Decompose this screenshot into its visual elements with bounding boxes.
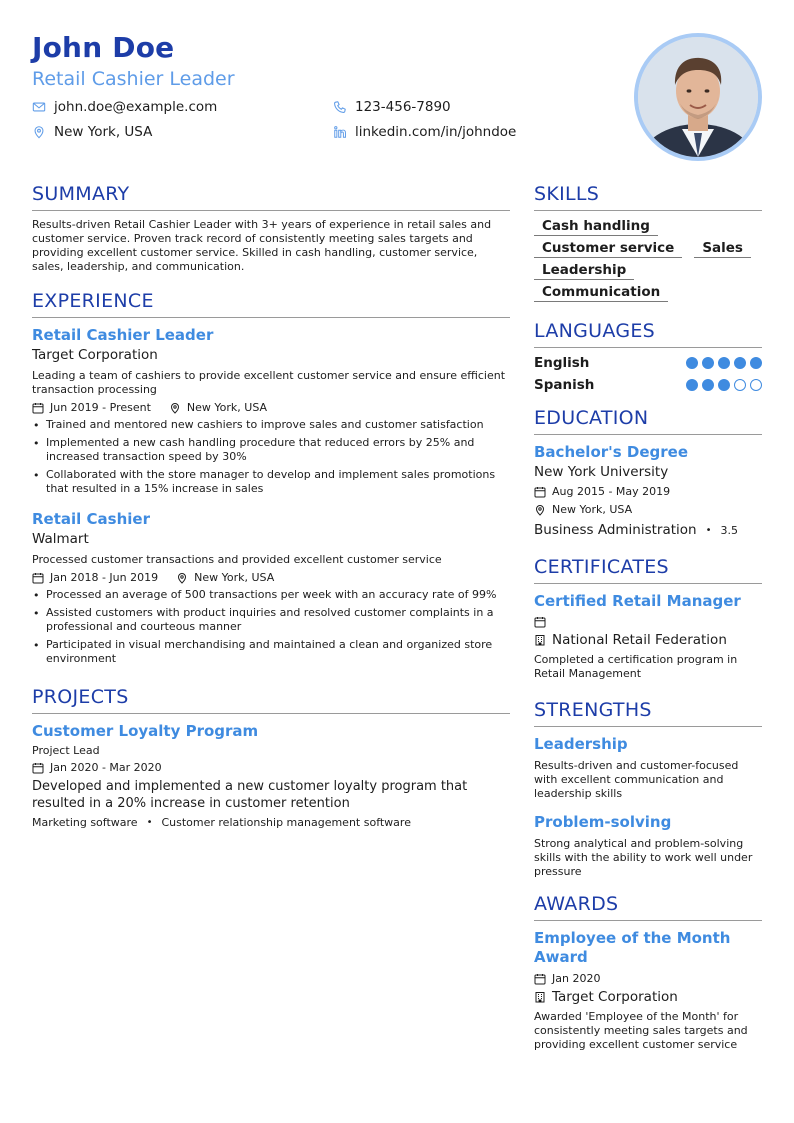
job-dates: Jun 2019 - Present: [50, 401, 151, 414]
email-icon: [32, 100, 46, 114]
phone-text: 123-456-7890: [355, 99, 451, 115]
language-level: [686, 357, 762, 369]
skills-section: [534, 183, 762, 302]
job-bullet: • Collaborated with the store manager to develop and implement sales promotions that resulted in a 15% increase in sales: [32, 468, 510, 496]
skills-heading: SKILLS: [534, 183, 762, 211]
skill-tag: Cash handling: [534, 218, 658, 236]
certificate-issuer: National Retail Federation: [552, 632, 727, 648]
languages-heading: LANGUAGES: [534, 320, 762, 348]
certificate-date-row: [534, 616, 762, 628]
job-description: Leading a team of cashiers to provide excellent customer service and ensure efficient transaction processing: [32, 369, 506, 396]
project-dates: Jan 2020 - Mar 2020: [50, 761, 162, 774]
job-title: Retail Cashier Leader: [32, 326, 214, 344]
job-entry: [32, 510, 510, 666]
candidate-role: Retail Cashier Leader: [32, 68, 235, 90]
job-bullet: • Participated in visual merchandising and maintained a clean and organized store environment: [32, 638, 510, 666]
calendar-icon: [534, 486, 546, 498]
education-gpa: 3.5: [720, 523, 739, 537]
level-dot-filled: [702, 379, 714, 391]
email-text: john.doe@example.com: [54, 99, 218, 115]
location-pin-icon: [176, 572, 188, 584]
education-location: New York, USA: [552, 503, 633, 516]
level-dot-filled: [750, 357, 762, 369]
level-dot-filled: [734, 357, 746, 369]
calendar-icon: [534, 973, 546, 985]
location-pin-icon: [32, 125, 46, 139]
education-section: [534, 407, 762, 538]
projects-heading: PROJECTS: [32, 686, 510, 714]
candidate-name: John Doe: [32, 31, 175, 64]
summary-text: Results-driven Retail Cashier Leader with 3+ years of experience in retail sales and customer service. Proven track record of consistently meeting sales targets and providing excellent customer service. Skilled in cash handling, customer service, sales, leadership, and communication.: [32, 218, 492, 273]
skill-tag: Leadership: [534, 262, 634, 280]
level-dot-filled: [702, 357, 714, 369]
languages-section: [534, 320, 762, 393]
education-dates-row: [534, 485, 762, 498]
job-bullet: • Implemented a new cash handling procedure that reduced errors by 25% and increased transaction speed by 30%: [32, 436, 510, 464]
strength-name: Problem-solving: [534, 813, 672, 831]
location-pin-icon: [534, 504, 546, 516]
project-tool: Customer relationship management software: [161, 816, 411, 829]
job-bullets: [32, 588, 510, 666]
job-company: Target Corporation: [32, 347, 158, 363]
language-name: English: [534, 355, 590, 371]
education-field-row: [534, 522, 762, 538]
certificates-section: [534, 556, 762, 681]
education-location-row: [534, 503, 762, 516]
summary-section: [32, 183, 510, 274]
strength-description: Results-driven and customer-focused with excellent communication and leadership skills: [534, 759, 739, 800]
job-meta: [32, 401, 510, 414]
strength-name: Leadership: [534, 735, 628, 753]
right-column: [534, 183, 762, 1068]
job-bullet: • Trained and mentored new cashiers to improve sales and customer satisfaction: [32, 418, 510, 432]
summary-heading: SUMMARY: [32, 183, 510, 211]
job-location: New York, USA: [194, 571, 275, 584]
language-row: [534, 355, 762, 371]
job-entry: [32, 326, 510, 496]
strengths-section: [534, 699, 762, 879]
awards-heading: AWARDS: [534, 893, 762, 921]
education-school: New York University: [534, 464, 669, 480]
award-issuer-row: [534, 989, 762, 1005]
project-description: Developed and implemented a new customer loyalty program that resulted in a 20% increase in customer retention: [32, 779, 468, 811]
level-dot-filled: [718, 357, 730, 369]
job-meta: [32, 571, 510, 584]
level-dot-filled: [686, 379, 698, 391]
education-degree: Bachelor's Degree: [534, 443, 688, 461]
separator-dot: •: [705, 524, 712, 536]
separator-dot: •: [146, 817, 153, 828]
project-tools: [32, 816, 510, 829]
level-dot-empty: [750, 379, 762, 391]
building-icon: [534, 991, 546, 1003]
award-name: Employee of the Month Award: [534, 929, 731, 966]
award-date: Jan 2020: [552, 972, 601, 985]
contact-phone[interactable]: [333, 99, 451, 115]
skill-tag: Communication: [534, 284, 668, 302]
job-company: Walmart: [32, 531, 89, 547]
awards-section: [534, 893, 762, 1052]
profile-photo: [634, 33, 762, 161]
education-field: Business Administration: [534, 522, 697, 538]
language-name: Spanish: [534, 377, 595, 393]
language-row: [534, 377, 762, 393]
award-description: Awarded 'Employee of the Month' for consistently meeting sales targets and providing excellent customer service: [534, 1010, 748, 1051]
level-dot-filled: [686, 357, 698, 369]
linkedin-text: linkedin.com/in/johndoe: [355, 124, 517, 140]
project-title: Customer Loyalty Program: [32, 722, 259, 740]
job-bullet: • Processed an average of 500 transactions per week with an accuracy rate of 99%: [32, 588, 510, 602]
strengths-heading: STRENGTHS: [534, 699, 762, 727]
strength-entry: [534, 813, 762, 879]
job-title: Retail Cashier: [32, 510, 150, 528]
calendar-icon: [32, 762, 44, 774]
project-meta: [32, 761, 510, 774]
linkedin-icon: [333, 125, 347, 139]
skill-tag: Customer service: [534, 240, 682, 258]
experience-section: [32, 290, 510, 666]
phone-icon: [333, 100, 347, 114]
location-pin-icon: [169, 402, 181, 414]
location-text: New York, USA: [54, 124, 153, 140]
job-description: Processed customer transactions and provided excellent customer service: [32, 553, 442, 566]
language-level: [686, 379, 762, 391]
job-bullets: [32, 418, 510, 496]
project-tool: Marketing software: [32, 816, 138, 829]
profile-photo-image: [638, 37, 758, 157]
contact-location: [32, 124, 152, 140]
calendar-icon: [534, 616, 546, 628]
certificate-name: Certified Retail Manager: [534, 592, 741, 610]
contact-email[interactable]: [32, 99, 217, 115]
building-icon: [534, 634, 546, 646]
project-role: Project Lead: [32, 744, 100, 757]
strength-description: Strong analytical and problem-solving skills with the ability to work well under pressure: [534, 837, 753, 878]
award-date-row: [534, 972, 762, 985]
level-dot-filled: [718, 379, 730, 391]
experience-heading: EXPERIENCE: [32, 290, 510, 318]
education-heading: EDUCATION: [534, 407, 762, 435]
education-dates: Aug 2015 - May 2019: [552, 485, 671, 498]
job-bullet: • Assisted customers with product inquiries and resolved customer complaints in a professional and courteous manner: [32, 606, 510, 634]
projects-section: [32, 686, 510, 829]
level-dot-empty: [734, 379, 746, 391]
contact-linkedin[interactable]: [333, 124, 516, 140]
certificate-description: Completed a certification program in Retail Management: [534, 653, 738, 680]
job-location: New York, USA: [186, 401, 268, 414]
calendar-icon: [32, 402, 44, 414]
skills-list: [534, 218, 762, 302]
strength-entry: [534, 735, 762, 801]
job-dates: Jan 2018 - Jun 2019: [50, 571, 159, 584]
award-issuer: Target Corporation: [552, 989, 678, 1005]
certificates-heading: CERTIFICATES: [534, 556, 762, 584]
calendar-icon: [32, 572, 44, 584]
skill-tag: Sales: [694, 240, 751, 258]
left-column: [32, 183, 510, 845]
certificate-issuer-row: [534, 632, 762, 648]
